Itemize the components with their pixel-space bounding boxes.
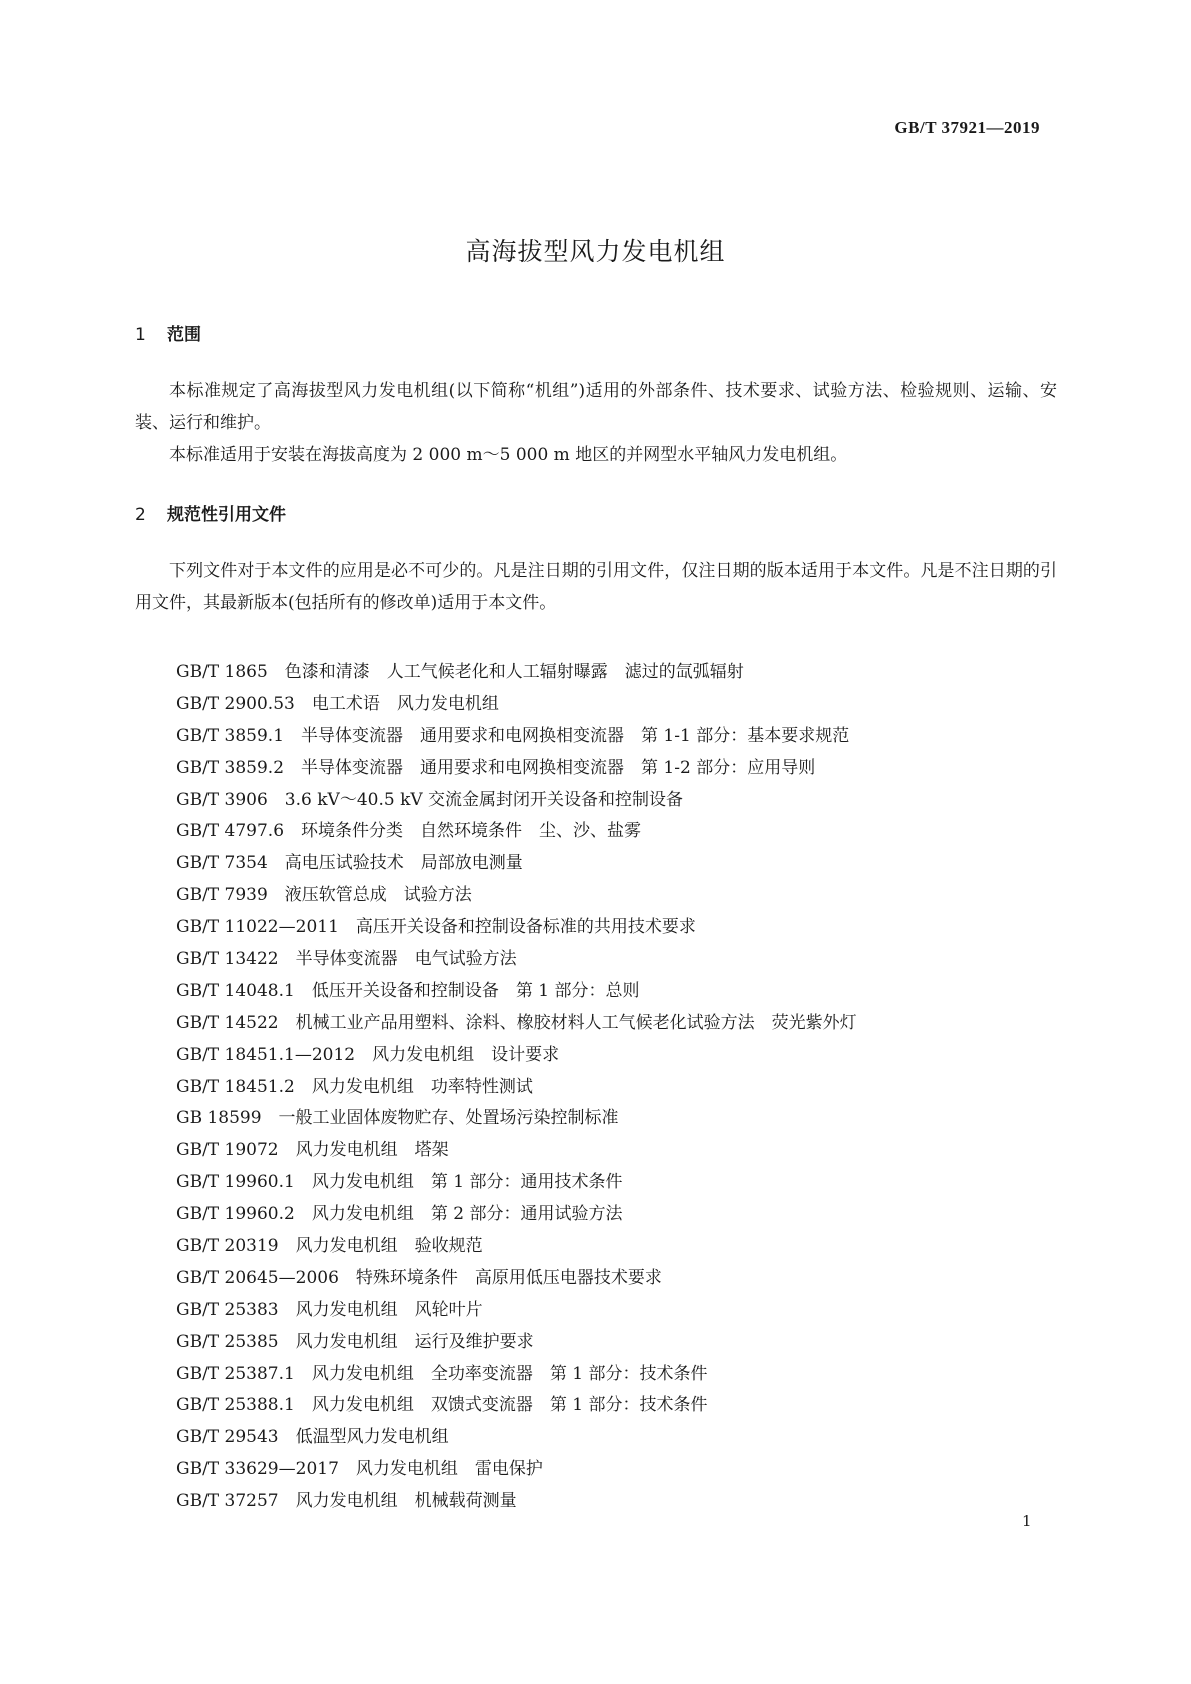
section-2-heading <box>135 500 286 525</box>
page-number: 1 <box>1022 1512 1032 1530</box>
reference-item: GB/T 14048.1 低压开关设备和控制设备 第 1 部分：总则 <box>176 980 640 1001</box>
standard-code: GB/T 37921—2019 <box>894 118 1040 137</box>
paragraph: 本标准适用于安装在海拔高度为 2 000 m～5 000 m 地区的并网型水平轴风力发电机组。 <box>169 445 848 465</box>
reference-item: GB/T 2900.53 电工术语 风力发电机组 <box>176 693 499 714</box>
document-title: 高海拔型风力发电机组 <box>465 237 726 266</box>
reference-item: GB/T 7354 高电压试验技术 局部放电测量 <box>176 853 523 874</box>
reference-item: GB/T 3859.1 半导体变流器 通用要求和电网换相变流器 第 1-1 部分：基本要求规范 <box>176 725 850 746</box>
section-number: 2 <box>135 505 146 525</box>
section-1-body <box>135 375 1057 471</box>
section-2-body <box>135 555 1057 619</box>
reference-item: GB 18599 一般工业固体废物贮存、处置场污染控制标准 <box>176 1108 619 1129</box>
reference-item: GB/T 19960.1 风力发电机组 第 1 部分：通用技术条件 <box>176 1172 623 1193</box>
section-title: 范围 <box>167 325 201 345</box>
reference-item: GB/T 4797.6 环境条件分类 自然环境条件 尘、沙、盐雾 <box>176 821 642 842</box>
reference-item: GB/T 18451.1—2012 风力发电机组 设计要求 <box>176 1044 560 1065</box>
reference-item: GB/T 20645—2006 特殊环境条件 高原用低压电器技术要求 <box>176 1267 662 1288</box>
paragraph: 下列文件对于本文件的应用是必不可少的。凡是注日期的引用文件，仅注日期的版本适用于本文件。凡是不注日期的引用文件，其最新版本(包括所有的修改单)适用于本文件。 <box>135 561 1057 613</box>
reference-item: GB/T 3906 3.6 kV～40.5 kV 交流金属封闭开关设备和控制设备 <box>176 789 684 810</box>
reference-item: GB/T 25388.1 风力发电机组 双馈式变流器 第 1 部分：技术条件 <box>176 1395 708 1416</box>
reference-item: GB/T 7939 液压软管总成 试验方法 <box>176 885 472 906</box>
reference-item: GB/T 25387.1 风力发电机组 全功率变流器 第 1 部分：技术条件 <box>176 1363 708 1384</box>
reference-item: GB/T 14522 机械工业产品用塑料、涂料、橡胶材料人工气候老化试验方法 荧光紫外灯 <box>176 1012 857 1033</box>
reference-item: GB/T 19072 风力发电机组 塔架 <box>176 1140 449 1161</box>
reference-item: GB/T 19960.2 风力发电机组 第 2 部分：通用试验方法 <box>176 1204 623 1225</box>
reference-list <box>176 656 857 1517</box>
section-number: 1 <box>135 325 146 345</box>
section-title: 规范性引用文件 <box>167 505 286 525</box>
reference-item: GB/T 13422 半导体变流器 电气试验方法 <box>176 949 517 970</box>
reference-item: GB/T 18451.2 风力发电机组 功率特性测试 <box>176 1076 533 1097</box>
paragraph: 本标准规定了高海拔型风力发电机组(以下简称“机组”)适用的外部条件、技术要求、试验方法、检验规则、运输、安装、运行和维护。 <box>135 381 1057 433</box>
reference-item: GB/T 37257 风力发电机组 机械载荷测量 <box>176 1491 517 1512</box>
reference-item: GB/T 20319 风力发电机组 验收规范 <box>176 1236 483 1257</box>
reference-item: GB/T 11022—2011 高压开关设备和控制设备标准的共用技术要求 <box>176 917 696 938</box>
section-1-heading <box>135 320 201 345</box>
reference-item: GB/T 1865 色漆和清漆 人工气候老化和人工辐射曝露 滤过的氙弧辐射 <box>176 662 744 682</box>
reference-item: GB/T 29543 低温型风力发电机组 <box>176 1427 449 1448</box>
reference-item: GB/T 25385 风力发电机组 运行及维护要求 <box>176 1331 534 1352</box>
reference-item: GB/T 3859.2 半导体变流器 通用要求和电网换相变流器 第 1-2 部分：应用导则 <box>176 757 816 778</box>
reference-item: GB/T 33629—2017 风力发电机组 雷电保护 <box>176 1459 543 1480</box>
reference-item: GB/T 25383 风力发电机组 风轮叶片 <box>176 1299 483 1320</box>
